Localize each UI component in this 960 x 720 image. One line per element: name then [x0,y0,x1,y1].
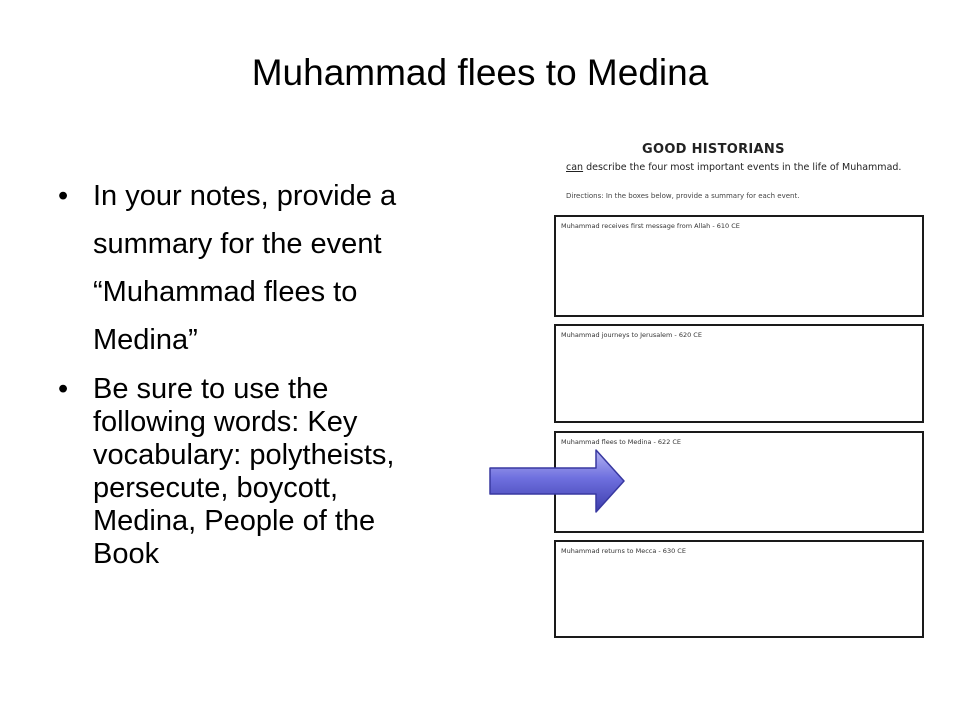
bullet-line: Be sure to use the [93,373,329,405]
worksheet-subtitle [566,162,901,173]
bullet-notes-instruction [58,172,498,364]
bullet-line: following words: Key [93,406,358,438]
bullet-line: Medina” [93,324,198,356]
event-box-label: Muhammad flees to Medina - 622 CE [561,438,682,446]
arrow-shape [490,450,624,512]
bullet-dot: • [58,373,69,405]
right-arrow-icon [486,448,628,514]
bullet-line: “Muhammad flees to [93,276,358,308]
event-box-label: Muhammad returns to Mecca - 630 CE [561,547,686,555]
worksheet-directions: Directions: In the boxes below, provide a summary for each event. [566,192,800,200]
bullet-list [58,172,498,571]
bullet-line: persecute, boycott, [93,472,339,504]
event-box [554,324,924,423]
bullet-line: Book [93,538,160,570]
worksheet-subtitle-rest: describe the four most important events in the life of Muhammad. [583,162,902,173]
bullet-line: vocabulary: polytheists, [93,439,395,471]
event-box-label: Muhammad journeys to Jerusalem - 620 CE [561,331,702,339]
bullet-vocabulary-instruction [58,373,498,571]
bullet-dot: • [58,180,69,212]
event-box-label: Muhammad receives first message from Allah - 610 CE [561,222,740,230]
bullet-line: In your notes, provide a [93,180,397,212]
event-box [554,215,924,317]
worksheet-image [544,138,940,658]
worksheet-title: GOOD HISTORIANS [642,142,785,157]
slide-title: Muhammad flees to Medina [251,52,709,93]
bullet-line: summary for the event [93,228,382,260]
worksheet-subtitle-can: can [566,162,584,173]
bullet-line: Medina, People of the [93,505,376,537]
event-box [554,540,924,638]
